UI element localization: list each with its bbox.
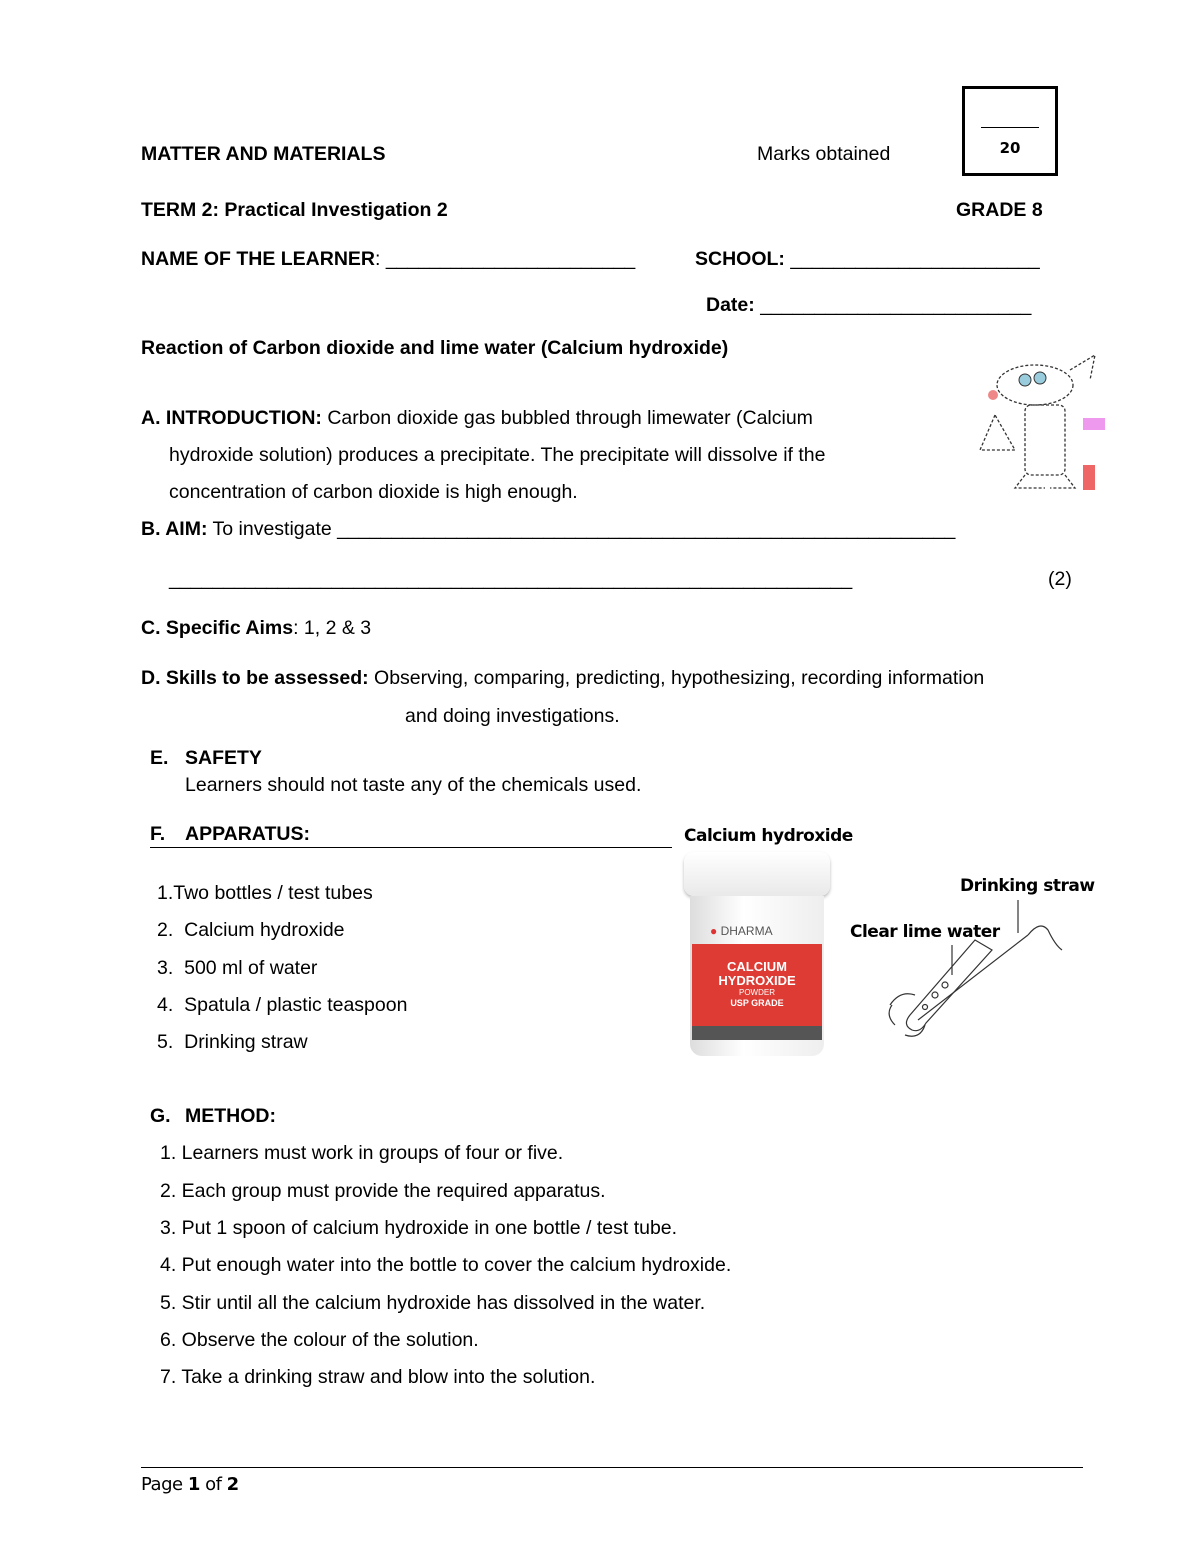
apparatus-item: 1.Two bottles / test tubes [157, 882, 373, 904]
specific-aims-text: : 1, 2 & 3 [293, 617, 372, 639]
date-blank[interactable]: _________________________ [760, 294, 1032, 316]
footer-rule [141, 1467, 1083, 1468]
method-step: 5. Stir until all the calcium hydroxide has dissolved in the water. [160, 1292, 706, 1314]
jar-caption: Calcium hydroxide [684, 826, 853, 846]
date-label: Date: [706, 294, 761, 316]
aim-label: B. AIM: [141, 518, 208, 540]
introduction-line-3: concentration of carbon dioxide is high enough. [169, 481, 578, 503]
introduction-text: Carbon dioxide gas bubbled through limewater (Calcium [321, 407, 813, 429]
method-step: 1. Learners must work in groups of four or five. [160, 1142, 564, 1164]
apparatus-item: 2. Calcium hydroxide [157, 919, 345, 941]
limewater-label: Clear lime water [850, 922, 1000, 942]
school-field[interactable] [695, 247, 1040, 271]
method-heading: METHOD: [185, 1105, 276, 1127]
school-blank[interactable]: _______________________ [790, 248, 1040, 270]
skills-label: D. Skills to be assessed: [141, 667, 369, 689]
skills [141, 666, 984, 690]
apparatus-item: 5. Drinking straw [157, 1031, 308, 1053]
introduction-label: A. INTRODUCTION: [141, 407, 322, 429]
school-label: SCHOOL: [695, 248, 791, 270]
safety-heading: SAFETY [185, 747, 262, 769]
aim-line-1[interactable] [141, 517, 955, 541]
jar-brand: ● DHARMA [710, 924, 773, 938]
learner-label: NAME OF THE LEARNER [141, 248, 375, 270]
method-step: 7. Take a drinking straw and blow into the solution. [160, 1366, 596, 1388]
jar-label: CALCIUM HYDROXIDE POWDER USP GRADE [692, 944, 822, 1026]
learner-blank[interactable]: : _______________________ [375, 248, 636, 270]
apparatus-underline [150, 847, 672, 848]
method-step: 2. Each group must provide the required apparatus. [160, 1180, 606, 1202]
marks-total: 20 [999, 139, 1021, 157]
apparatus-letter: F. [150, 823, 166, 845]
apparatus-heading: APPARATUS: [185, 823, 310, 845]
marks-box [962, 86, 1058, 176]
introduction-line-2: hydroxide solution) produces a precipitate. The precipitate will dissolve if the [169, 444, 826, 466]
marks-label: Marks obtained [757, 143, 891, 165]
safety-letter: E. [150, 747, 169, 769]
specific-aims-label: C. Specific Aims [141, 617, 294, 639]
skills-line-2: and doing investigations. [405, 705, 620, 727]
learner-field[interactable] [141, 247, 635, 271]
scientist-mouse-illustration [975, 350, 1110, 495]
safety-text: Learners should not taste any of the chemicals used. [185, 774, 642, 796]
date-field[interactable] [706, 293, 1031, 317]
page-title: Reaction of Carbon dioxide and lime water (Calcium hydroxide) [141, 337, 729, 359]
specific-aims [141, 616, 371, 640]
method-step: 6. Observe the colour of the solution. [160, 1329, 479, 1351]
term-title: TERM 2: Practical Investigation 2 [141, 199, 448, 221]
page-number: Page 1 of 2 [141, 1474, 239, 1495]
apparatus-item: 3. 500 ml of water [157, 957, 318, 979]
method-letter: G. [150, 1105, 171, 1127]
subject-title: MATTER AND MATERIALS [141, 143, 386, 165]
grade: GRADE 8 [956, 199, 1043, 221]
skills-text: Observing, comparing, predicting, hypothesizing, recording information [368, 667, 985, 689]
method-step: 3. Put 1 spoon of calcium hydroxide in one bottle / test tube. [160, 1217, 678, 1239]
aim-line-2[interactable]: _______________________________________________________________ [169, 568, 853, 590]
method-step: 4. Put enough water into the bottle to cover the calcium hydroxide. [160, 1254, 732, 1276]
aim-blank[interactable]: To investigate _________________________________________________________ [207, 518, 956, 540]
aim-marks: (2) [1048, 568, 1072, 590]
apparatus-item: 4. Spatula / plastic teaspoon [157, 994, 408, 1016]
straw-label: Drinking straw [960, 876, 1095, 896]
calcium-hydroxide-jar-image [682, 852, 832, 1062]
introduction-line-1 [141, 406, 813, 430]
test-tube-straw-illustration [880, 895, 1070, 1040]
